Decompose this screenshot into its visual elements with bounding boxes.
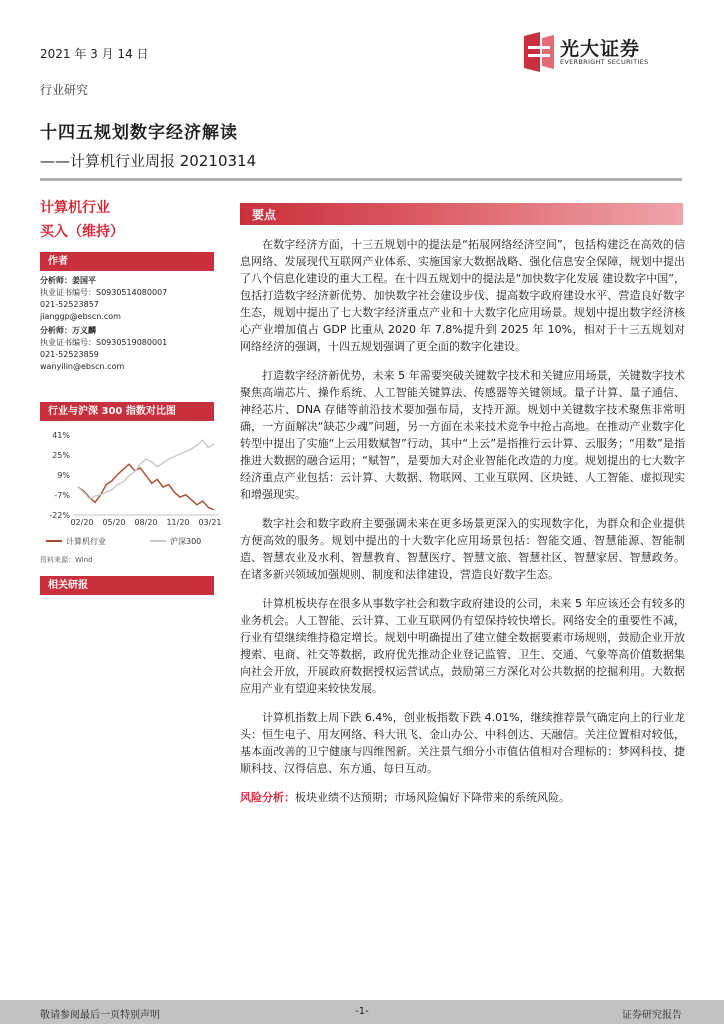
analyst-email[interactable]: jianggp@ebscn.com: [40, 312, 121, 321]
summary-paragraph: 计算机指数上周下跌 6.4%，创业板指数下跌 4.01%，继续推荐景气确定向上的行业龙头：恒生电子、用友网络、科大讯飞、金山办公、中科创达、天融信。关注位置相对较低，基本面改善的卫宁健康与四维图新。关注景气细分小市值估值相对合理标的：梦网科技、捷顺科技、汉得信息、东方通、每日互动。: [240, 711, 685, 775]
industry-name: 计算机行业: [40, 200, 110, 216]
analyst-name: 万义麟: [72, 326, 96, 335]
authors-header: 作者: [40, 252, 214, 271]
everbright-logo-icon: [522, 32, 556, 72]
analyst-email[interactable]: wanyilin@ebscn.com: [40, 362, 125, 371]
brand-logo: [522, 32, 682, 72]
x-tick-label: 11/20: [166, 518, 190, 527]
analyst-block: [40, 325, 167, 373]
analyst-phone: 021-52523857: [40, 300, 99, 309]
legend-label: 计算机行业: [66, 537, 106, 546]
report-date: 2021 年 3 月 14 日: [40, 47, 149, 61]
y-tick-label: 9%: [57, 471, 70, 480]
index-comparison-chart: [40, 425, 222, 555]
series-line-hs300: [78, 440, 214, 498]
summary-paragraph: 打造数字经济新优势，未来 5 年需要突破关键数字技术和关键应用场景，关键数字技术聚焦高端芯片、操作系统、人工智能关键算法、传感器等关键领域。量子计算、量子通信、神经芯片、DNA 存储等前沿技术要加强布局，支持开源。规划中关键数字技术聚焦非常明确，一方面解决“缺芯少魂”问题，另一方面在未来技术竞争中抢占高地。在推动产业数字化转型中提出了实施“上云用数赋智”行动，其中“上云”是指推行云计算、云服务；“用数”是指推进大数据的融合运用；“赋智”，是要加大对企业智能化改造的力度。规划提出的七大数字经济重点产业包括：云计算、大数据、物联网、工业互联网、区块链、人工智能、虚拟现实和增强现实。: [240, 369, 685, 501]
summary-paragraph: 数字社会和数字政府主要强调未来在更多场景更深入的实现数字化，为群众和企业提供方便高效的服务。规划中提出的十大数字化应用场景包括：智能交通、智慧能源、智能制造、智慧农业及水利、智慧教育、智慧医疗、智慧文旅、智慧社区、智慧家居、智慧政务。在诸多新兴领域加强规则、制度和法律建设，营造良好数字生态。: [240, 517, 685, 581]
y-tick-label: 25%: [52, 451, 70, 460]
analyst-phone: 021-52523859: [40, 350, 99, 359]
risk-label: 风险分析：: [240, 791, 295, 804]
x-tick-label: 03/21: [198, 518, 222, 527]
x-tick-label: 05/20: [102, 518, 126, 527]
x-tick-label: 02/20: [70, 518, 94, 527]
disclaimer-link[interactable]: 敬请参阅最后一页特别声明: [40, 1010, 160, 1021]
summary-paragraph: 在数字经济方面，十三五规划中的提法是“拓展网络经济空间”，包括构建泛在高效的信息网络、发展现代互联网产业体系、实施国家大数据战略、强化信息安全保障，规划中提出了八个信息化建设的重大工程。在十四五规划中的提法是“加快数字化发展 建设数字中国”，包括打造数字经济新优势、加快数字社会建设步伐、提高数字政府建设水平、营造良好数字生态，规划中提出了七大数字经济重点产业和十大数字化应用场景。规划中提出数字经济核心产业增加值占 GDP 比重从 2020 年 7.8%提升到 2025 年 10%，相对于十三五规划对网络经济的强调，十四五规划强调了更全面的数字化建设。: [240, 238, 685, 353]
x-tick-label: 08/20: [134, 518, 158, 527]
analyst-role: 分析师：: [40, 276, 72, 285]
analyst-name: 姜国平: [72, 276, 96, 285]
rating: 买入（维持）: [40, 224, 124, 240]
risk-paragraph: [240, 789, 685, 806]
risk-text: 板块业绩不达预期；市场风险偏好下降带来的系统风险。: [295, 791, 570, 804]
chart-svg: [40, 425, 222, 555]
analyst-cert: 执业证书编号：S0930514080007: [40, 288, 168, 297]
brand-name-cn: 光大证券: [560, 38, 641, 60]
header-divider: [40, 178, 682, 181]
report-subtitle: ——计算机行业周报 20210314: [40, 152, 257, 170]
related-research-header: 相关研报: [40, 576, 214, 595]
y-tick-label: 41%: [52, 431, 70, 440]
page-number: -1-: [355, 1006, 369, 1017]
series-line-industry: [78, 464, 214, 510]
report-title: 十四五规划数字经济解读: [40, 123, 238, 143]
summary-paragraph: 计算机板块存在很多从事数字社会和数字政府建设的公司，未来 5 年应该还会有较多的业务机会。人工智能、云计算、工业互联网仍有望保持较快增长。网络安全的重要性不减，行业有望继续维持稳定增长。规划中明确提出了建立健全数据要素市场规则，鼓励企业开放搜索、电商、社交等数据，政府优先推动企业登记监管、卫生、交通、气象等高价值数据集向社会开放，开展政府数据授权运营试点，鼓励第三方深化对公共数据的挖掘利用。大数据应用产业有望迎来较快发展。: [240, 597, 685, 695]
summary-content: [240, 236, 685, 818]
analyst-cert: 执业证书编号：S0930519080001: [40, 338, 168, 347]
y-tick-label: -22%: [49, 511, 70, 520]
chart-header: 行业与沪深 300 指数对比图: [40, 402, 214, 421]
chart-source: 资料来源：Wind: [40, 556, 93, 564]
brand-name-en: EVERBRIGHT SECURITIES: [560, 58, 649, 66]
analyst-block: [40, 275, 167, 323]
summary-heading: 要点: [252, 208, 277, 222]
legend-label: 沪深300: [170, 537, 202, 546]
y-tick-label: -7%: [54, 491, 70, 500]
report-category: 行业研究: [40, 83, 89, 97]
report-type: 证券研究报告: [622, 1010, 682, 1021]
analyst-role: 分析师：: [40, 326, 72, 335]
summary-header: [240, 203, 683, 225]
